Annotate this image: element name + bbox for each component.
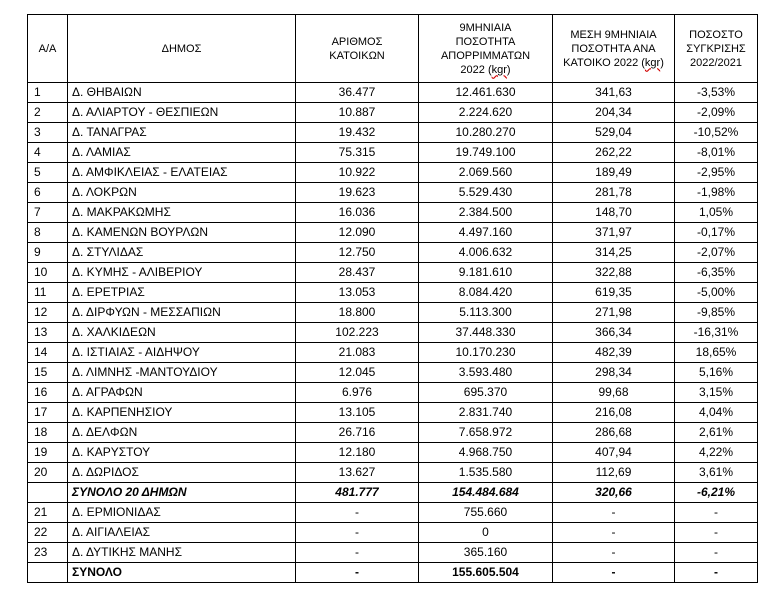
header-comparison-line3: 2022/2021 bbox=[690, 56, 742, 69]
cell-per-capita: 262,22 bbox=[553, 143, 675, 163]
cell-waste-quantity: 0 bbox=[419, 523, 553, 543]
cell-comparison: 18,65% bbox=[675, 343, 758, 363]
subtotal-row bbox=[28, 483, 758, 503]
cell-comparison: -0,17% bbox=[675, 223, 758, 243]
cell-per-capita: 371,97 bbox=[553, 223, 675, 243]
cell-population: 12.180 bbox=[296, 443, 419, 463]
cell-population: 36.477 bbox=[296, 83, 419, 103]
cell-per-capita: 298,34 bbox=[553, 363, 675, 383]
cell-population: - bbox=[296, 523, 419, 543]
cell-index: 14 bbox=[28, 343, 68, 363]
cell-comparison: - bbox=[675, 543, 758, 563]
header-comparison bbox=[675, 15, 758, 83]
header-population bbox=[296, 15, 419, 83]
cell-index: 13 bbox=[28, 323, 68, 343]
cell-index bbox=[28, 483, 68, 503]
table-body bbox=[28, 83, 758, 583]
table-row bbox=[28, 263, 758, 283]
cell-municipality: Δ. ΚΥΜΗΣ - ΑΛΙΒΕΡΙΟΥ bbox=[68, 263, 296, 283]
cell-waste-quantity: 2.069.560 bbox=[419, 163, 553, 183]
cell-comparison: - bbox=[675, 523, 758, 543]
cell-index: 2 bbox=[28, 103, 68, 123]
cell-comparison: - bbox=[675, 563, 758, 583]
waste-statistics-table bbox=[27, 14, 758, 583]
header-per-capita-line1: ΜΕΣΗ 9ΜΗΝΙΑΙΑ bbox=[570, 28, 657, 41]
cell-per-capita: 619,35 bbox=[553, 283, 675, 303]
cell-waste-quantity: 4.006.632 bbox=[419, 243, 553, 263]
cell-municipality: Δ. ΙΣΤΙΑΙΑΣ - ΑΙΔΗΨΟΥ bbox=[68, 343, 296, 363]
cell-population: 13.053 bbox=[296, 283, 419, 303]
cell-waste-quantity: 9.181.610 bbox=[419, 263, 553, 283]
header-per-capita-unit: kgr bbox=[644, 56, 661, 69]
cell-index: 3 bbox=[28, 123, 68, 143]
cell-population: - bbox=[296, 563, 419, 583]
cell-waste-quantity: 2.224.620 bbox=[419, 103, 553, 123]
cell-population: - bbox=[296, 543, 419, 563]
cell-municipality: Δ. ΛΟΚΡΩΝ bbox=[68, 183, 296, 203]
header-waste-line4a: 2022 ( bbox=[460, 63, 492, 76]
cell-waste-quantity: 4.497.160 bbox=[419, 223, 553, 243]
cell-per-capita: 286,68 bbox=[553, 423, 675, 443]
cell-index: 4 bbox=[28, 143, 68, 163]
cell-comparison: 1,05% bbox=[675, 203, 758, 223]
cell-comparison: 4,04% bbox=[675, 403, 758, 423]
cell-index: 12 bbox=[28, 303, 68, 323]
cell-comparison: -10,52% bbox=[675, 123, 758, 143]
cell-municipality: Δ. ΚΑΜΕΝΩΝ ΒΟΥΡΛΩΝ bbox=[68, 223, 296, 243]
header-per-capita-line3c: ) bbox=[660, 56, 664, 69]
header-waste-unit: kgr bbox=[491, 63, 507, 76]
cell-index: 8 bbox=[28, 223, 68, 243]
cell-comparison: 4,22% bbox=[675, 443, 758, 463]
cell-comparison: 3,61% bbox=[675, 463, 758, 483]
cell-index: 22 bbox=[28, 523, 68, 543]
cell-index: 10 bbox=[28, 263, 68, 283]
cell-comparison: -9,85% bbox=[675, 303, 758, 323]
cell-waste-quantity: 4.968.750 bbox=[419, 443, 553, 463]
header-waste-line3: ΑΠΟΡΡΙΜΜΑΤΩΝ bbox=[440, 49, 531, 62]
cell-population: 13.627 bbox=[296, 463, 419, 483]
cell-municipality: Δ. ΔΩΡΙΔΟΣ bbox=[68, 463, 296, 483]
cell-comparison: -2,07% bbox=[675, 243, 758, 263]
cell-index: 21 bbox=[28, 503, 68, 523]
table-row bbox=[28, 83, 758, 103]
table-row bbox=[28, 443, 758, 463]
cell-municipality: Δ. ΚΑΡΥΣΤΟΥ bbox=[68, 443, 296, 463]
grand-total-row bbox=[28, 563, 758, 583]
cell-waste-quantity: 755.660 bbox=[419, 503, 553, 523]
cell-waste-quantity: 365.160 bbox=[419, 543, 553, 563]
header-population-line2: ΚΑΤΟΙΚΩΝ bbox=[329, 49, 385, 62]
cell-index: 11 bbox=[28, 283, 68, 303]
cell-municipality: Δ. ΕΡΕΤΡΙΑΣ bbox=[68, 283, 296, 303]
table-row bbox=[28, 203, 758, 223]
table-row bbox=[28, 503, 758, 523]
cell-population: 19.623 bbox=[296, 183, 419, 203]
cell-index: 20 bbox=[28, 463, 68, 483]
table-row bbox=[28, 163, 758, 183]
cell-waste-quantity: 1.535.580 bbox=[419, 463, 553, 483]
cell-index: 1 bbox=[28, 83, 68, 103]
cell-index: 23 bbox=[28, 543, 68, 563]
cell-index: 5 bbox=[28, 163, 68, 183]
cell-population: 10.887 bbox=[296, 103, 419, 123]
cell-waste-quantity: 695.370 bbox=[419, 383, 553, 403]
cell-waste-quantity: 3.593.480 bbox=[419, 363, 553, 383]
table-row bbox=[28, 103, 758, 123]
cell-index: 9 bbox=[28, 243, 68, 263]
header-waste-line1: 9ΜΗΝΙΑΙΑ bbox=[459, 21, 512, 34]
cell-population: 75.315 bbox=[296, 143, 419, 163]
table-row bbox=[28, 123, 758, 143]
cell-per-capita: - bbox=[553, 543, 675, 563]
header-per-capita-line2: ΠΟΣΟΤΗΤΑ ΑΝΑ bbox=[571, 42, 656, 55]
table-row bbox=[28, 523, 758, 543]
cell-municipality: Δ. ΛΙΜΝΗΣ -ΜΑΝΤΟΥΔΙΟΥ bbox=[68, 363, 296, 383]
table-row bbox=[28, 423, 758, 443]
table-row bbox=[28, 343, 758, 363]
cell-comparison: -6,21% bbox=[675, 483, 758, 503]
cell-per-capita: - bbox=[553, 523, 675, 543]
cell-waste-quantity: 155.605.504 bbox=[419, 563, 553, 583]
cell-population: 10.922 bbox=[296, 163, 419, 183]
cell-index bbox=[28, 563, 68, 583]
cell-comparison: -16,31% bbox=[675, 323, 758, 343]
table-row bbox=[28, 183, 758, 203]
cell-municipality: Δ. ΕΡΜΙΟΝΙΔΑΣ bbox=[68, 503, 296, 523]
cell-comparison: 2,61% bbox=[675, 423, 758, 443]
cell-municipality: Δ. ΑΓΡΑΦΩΝ bbox=[68, 383, 296, 403]
cell-comparison: -1,98% bbox=[675, 183, 758, 203]
cell-waste-quantity: 12.461.630 bbox=[419, 83, 553, 103]
cell-population: 12.045 bbox=[296, 363, 419, 383]
cell-comparison: -2,95% bbox=[675, 163, 758, 183]
cell-municipality: ΣΥΝΟΛΟ bbox=[68, 563, 296, 583]
header-municipality: ΔΗΜΟΣ bbox=[68, 15, 296, 83]
cell-population: 12.750 bbox=[296, 243, 419, 263]
cell-waste-quantity: 37.448.330 bbox=[419, 323, 553, 343]
header-per-capita-line3a: ΚΑΤΟΙΚΟ 2022 ( bbox=[563, 56, 645, 69]
cell-municipality: Δ. ΔΙΡΦΥΩΝ - ΜΕΣΣΑΠΙΩΝ bbox=[68, 303, 296, 323]
cell-comparison: -2,09% bbox=[675, 103, 758, 123]
cell-comparison: -5,00% bbox=[675, 283, 758, 303]
cell-municipality: Δ. ΘΗΒΑΙΩΝ bbox=[68, 83, 296, 103]
cell-waste-quantity: 10.280.270 bbox=[419, 123, 553, 143]
cell-population: 26.716 bbox=[296, 423, 419, 443]
cell-index: 18 bbox=[28, 423, 68, 443]
cell-population: 12.090 bbox=[296, 223, 419, 243]
table-row bbox=[28, 543, 758, 563]
cell-index: 19 bbox=[28, 443, 68, 463]
cell-per-capita: 216,08 bbox=[553, 403, 675, 423]
cell-waste-quantity: 8.084.420 bbox=[419, 283, 553, 303]
cell-population: 16.036 bbox=[296, 203, 419, 223]
cell-waste-quantity: 154.484.684 bbox=[419, 483, 553, 503]
cell-per-capita: 482,39 bbox=[553, 343, 675, 363]
cell-per-capita: 189,49 bbox=[553, 163, 675, 183]
cell-per-capita: 320,66 bbox=[553, 483, 675, 503]
cell-waste-quantity: 19.749.100 bbox=[419, 143, 553, 163]
cell-comparison: -8,01% bbox=[675, 143, 758, 163]
header-row bbox=[28, 15, 758, 83]
header-waste-quantity bbox=[419, 15, 553, 83]
cell-population: 18.800 bbox=[296, 303, 419, 323]
header-per-capita bbox=[553, 15, 675, 83]
cell-comparison: -6,35% bbox=[675, 263, 758, 283]
table-row bbox=[28, 243, 758, 263]
cell-municipality: Δ. ΔΕΛΦΩΝ bbox=[68, 423, 296, 443]
cell-per-capita: 204,34 bbox=[553, 103, 675, 123]
cell-per-capita: 271,98 bbox=[553, 303, 675, 323]
cell-per-capita: 407,94 bbox=[553, 443, 675, 463]
cell-population: 13.105 bbox=[296, 403, 419, 423]
cell-per-capita: 148,70 bbox=[553, 203, 675, 223]
cell-per-capita: - bbox=[553, 503, 675, 523]
cell-population: 102.223 bbox=[296, 323, 419, 343]
cell-population: 28.437 bbox=[296, 263, 419, 283]
header-comparison-line1: ΠΟΣΟΣΤΟ bbox=[689, 28, 743, 41]
cell-per-capita: 281,78 bbox=[553, 183, 675, 203]
cell-population: 481.777 bbox=[296, 483, 419, 503]
cell-municipality: Δ. ΧΑΛΚΙΔΕΩΝ bbox=[68, 323, 296, 343]
cell-per-capita: 366,34 bbox=[553, 323, 675, 343]
cell-index: 15 bbox=[28, 363, 68, 383]
header-waste-line2: ΠΟΣΟΤΗΤΑ bbox=[455, 35, 516, 48]
cell-population: 21.083 bbox=[296, 343, 419, 363]
table-row bbox=[28, 323, 758, 343]
cell-waste-quantity: 2.384.500 bbox=[419, 203, 553, 223]
cell-municipality: ΣΥΝΟΛΟ 20 ΔΗΜΩΝ bbox=[68, 483, 296, 503]
cell-population: 19.432 bbox=[296, 123, 419, 143]
cell-municipality: Δ. ΣΤΥΛΙΔΑΣ bbox=[68, 243, 296, 263]
table-row bbox=[28, 143, 758, 163]
cell-index: 17 bbox=[28, 403, 68, 423]
cell-population: 6.976 bbox=[296, 383, 419, 403]
cell-per-capita: 112,69 bbox=[553, 463, 675, 483]
cell-municipality: Δ. ΑΛΙΑΡΤΟΥ - ΘΕΣΠΙΕΩΝ bbox=[68, 103, 296, 123]
cell-waste-quantity: 2.831.740 bbox=[419, 403, 553, 423]
cell-index: 16 bbox=[28, 383, 68, 403]
table-row bbox=[28, 283, 758, 303]
cell-waste-quantity: 10.170.230 bbox=[419, 343, 553, 363]
cell-waste-quantity: 5.529.430 bbox=[419, 183, 553, 203]
cell-municipality: Δ. ΚΑΡΠΕΝΗΣΙΟΥ bbox=[68, 403, 296, 423]
cell-per-capita: 314,25 bbox=[553, 243, 675, 263]
table-row bbox=[28, 403, 758, 423]
cell-municipality: Δ. ΑΜΦΙΚΛΕΙΑΣ - ΕΛΑΤΕΙΑΣ bbox=[68, 163, 296, 183]
cell-per-capita: 529,04 bbox=[553, 123, 675, 143]
cell-waste-quantity: 7.658.972 bbox=[419, 423, 553, 443]
cell-per-capita: 322,88 bbox=[553, 263, 675, 283]
cell-per-capita: 99,68 bbox=[553, 383, 675, 403]
header-waste-line4c: ) bbox=[506, 63, 511, 76]
table-row bbox=[28, 363, 758, 383]
cell-waste-quantity: 5.113.300 bbox=[419, 303, 553, 323]
header-population-line1: ΑΡΙΘΜΟΣ bbox=[331, 35, 383, 48]
header-index: Α/Α bbox=[28, 15, 68, 83]
cell-municipality: Δ. ΑΙΓΙΑΛΕΙΑΣ bbox=[68, 523, 296, 543]
cell-municipality: Δ. ΤΑΝΑΓΡΑΣ bbox=[68, 123, 296, 143]
table-row bbox=[28, 223, 758, 243]
cell-index: 6 bbox=[28, 183, 68, 203]
cell-per-capita: - bbox=[553, 563, 675, 583]
cell-comparison: - bbox=[675, 503, 758, 523]
cell-comparison: -3,53% bbox=[675, 83, 758, 103]
cell-population: - bbox=[296, 503, 419, 523]
header-comparison-line2: ΣΥΓΚΡΙΣΗΣ bbox=[686, 42, 746, 55]
table-row bbox=[28, 383, 758, 403]
cell-municipality: Δ. ΔΥΤΙΚΗΣ ΜΑΝΗΣ bbox=[68, 543, 296, 563]
table-row bbox=[28, 303, 758, 323]
cell-municipality: Δ. ΜΑΚΡΑΚΩΜΗΣ bbox=[68, 203, 296, 223]
table-row bbox=[28, 463, 758, 483]
cell-comparison: 5,16% bbox=[675, 363, 758, 383]
cell-municipality: Δ. ΛΑΜΙΑΣ bbox=[68, 143, 296, 163]
cell-index: 7 bbox=[28, 203, 68, 223]
cell-comparison: 3,15% bbox=[675, 383, 758, 403]
cell-per-capita: 341,63 bbox=[553, 83, 675, 103]
